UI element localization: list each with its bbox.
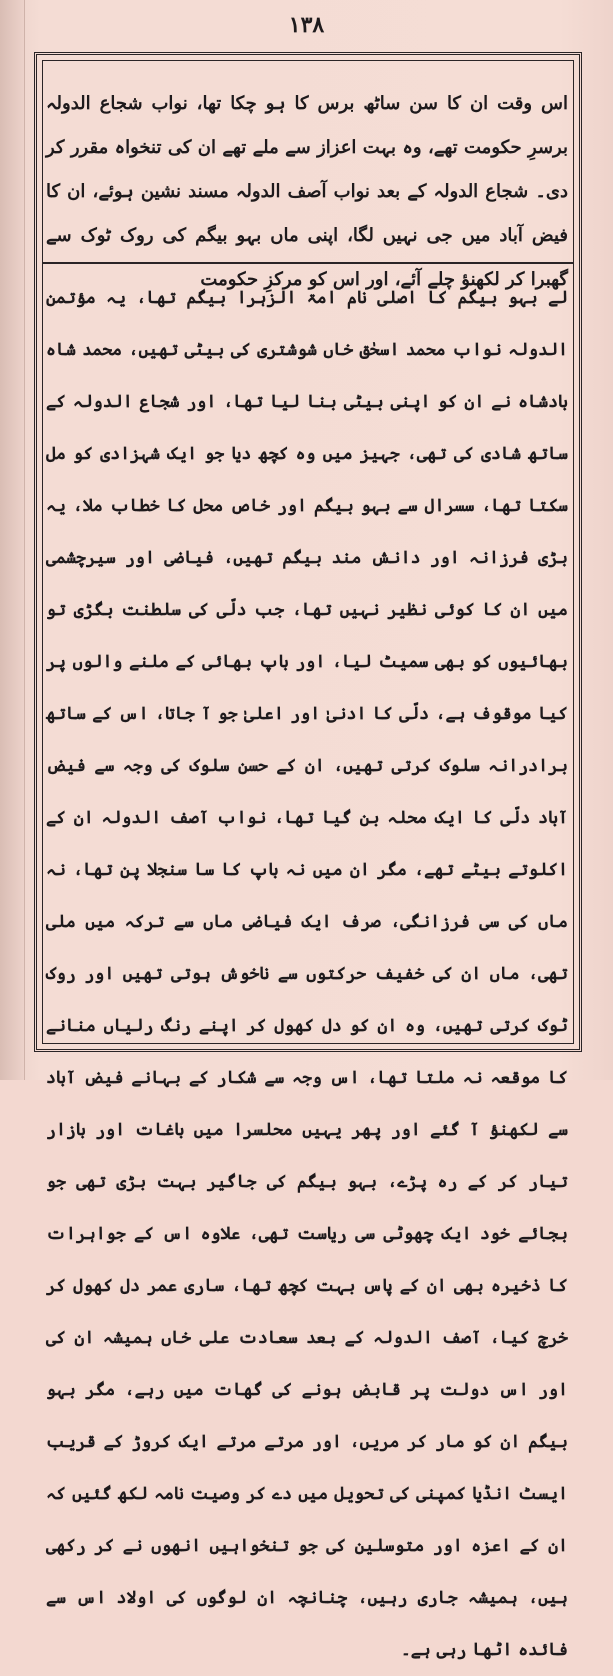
section-divider bbox=[42, 262, 574, 264]
footnote-marker: لے bbox=[548, 288, 568, 308]
footnote-body: بہو بیگم کا اصلی نام امۃ الزہرا بیگم تھا، یہ مؤتمن الدولہ نواب محمد اسحٰق خاں شوشتری کی بیٹی تھیں، محمد شاہ بادشاہ نے ان کو اپنی بیٹی بنا لیا تھا، اور شجاع الدولہ کے ساتھ شادی کی تھی، جہیز میں وہ کچھ دیا جو ایک شہزادی کو مل سکتا تھا، سسرال سے بہو بیگم اور خاص محل کا خطاب ملا، یہ بڑی فرزانہ اور دانش مند بیگم تھیں، فیاضی اور سیرچشمی میں ان کا کوئی نظیر نہیں تھا، جب دلّی کی سلطنت بگڑی تو بھائیوں کو بھی سمیٹ لیا، اور باپ بھائی کے ملنے والوں پر کیا موقوف ہے، دلّی کا ادنیٰ اور اعلیٰ جو آ جاتا، اس کے ساتھ برادرانہ سلوک کرتی تھیں، ان کے حسن سلوک کی وجہ سے فیض آباد دلّی کا ایک محلہ بن گیا تھا، نواب آصف الدولہ ان کے اکلوتے بیٹے تھے، مگر ان میں نہ باپ کا سا سنجلا پن تھا، نہ ماں کی سی فرزانگی، صرف ایک فیاضی ماں سے ترکہ میں ملی تھی، ماں ان کی خفیف حرکتوں سے ناخوش ہوتی تھیں اور روک ٹوک کرتی تھیں، وہ ان کو دل کھول کر اپنے رنگ رلیاں منانے کا موقعہ نہ ملتا تھا، اس وجہ سے شکار کے بہانے فیض آباد سے لکھنؤ آ گئے اور پھر یہیں محلسرا میں باغات اور بازار تیار کر کے رہ پڑے، بہو بیگم کی جاگیر بہت بڑی تھی جو بجائے خود ایک چھوٹی سی ریاست تھی، علاوہ اس کے جواہرات کا ذخیرہ بھی ان کے پاس بہت کچھ تھا، ساری عمر دل کھول کر خرچ کیا، آصف الدولہ کے بعد سعادت علی خاں ہمیشہ ان کی اور اس دولت پر قابض ہونے کی گھات میں رہے، مگر بہو بیگم ان کو مار کر مریں، اور مرتے مرتے ایک کروڑ کے قریب ایسٹ انڈیا کمپنی کی تحویل میں دے کر وصیت نامہ لکھ گئیں کہ ان کے اعزہ اور متوسلین کی جو تنخواہیں انھوں نے کر رکھی ہیں، ہمیشہ جاری رہیں، چنانچہ ان لوگوں کی اولاد اس سے فائدہ اٹھا رہی ہے۔ bbox=[46, 288, 568, 1660]
footnote-text-section bbox=[46, 272, 568, 1676]
main-text-section: اس وقت ان کا سن ساٹھ برس کا ہو چکا تھا، نواب شجاع الدولہ برسرِ حکومت تھے، وہ بہت اعزاز سے ملے تھے ان کی تنخواہ مقرر کر دی۔ شجاع الدولہ کے بعد نواب آصف الدولہ مسند نشین ہوئے، ان کا فیض آباد میں جی نہیں لگا، اپنی ماں بہو بیگم کی روک ٹوک سے گھبرا کر لکھنؤ چلے آئے، اور اس کو مرکزِ حکومت bbox=[46, 93, 568, 290]
page-gutter bbox=[0, 0, 25, 1080]
page-number: ١٣٨ bbox=[288, 12, 325, 38]
